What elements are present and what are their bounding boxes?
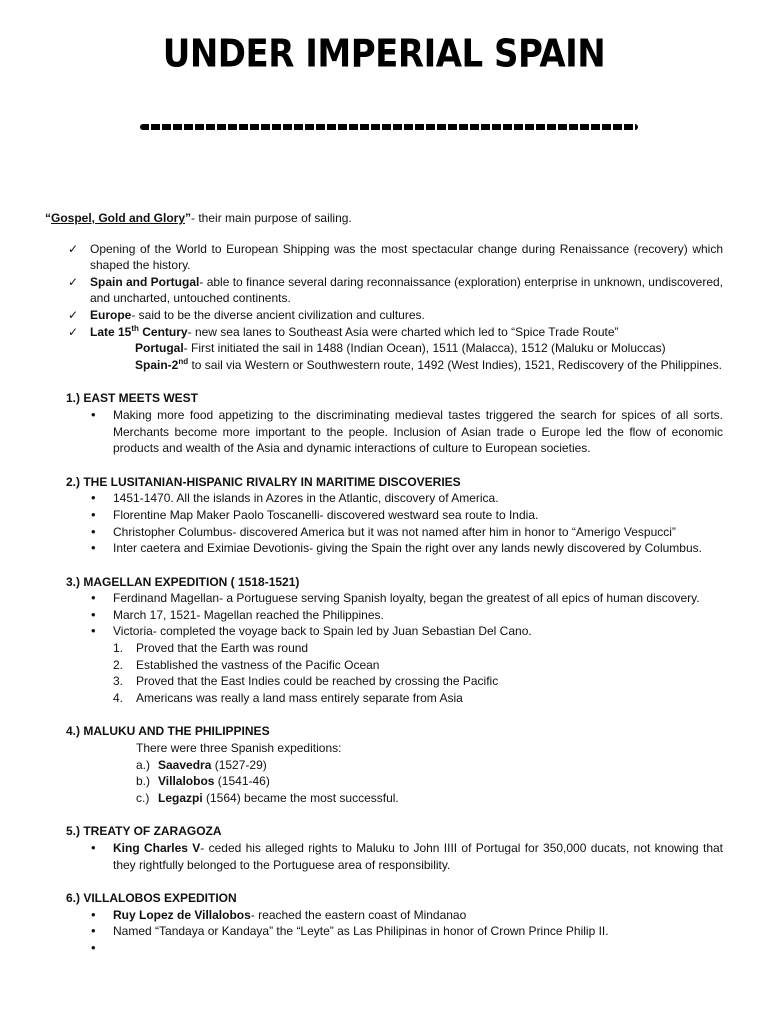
list-item-bold: Ruy Lopez de Villalobos [113,907,251,922]
subitem-bold: Spain-2 [135,357,179,372]
list-item-text: Named “Tandaya or Kandaya” the “Leyte” as Las Philipinas in honor of Crown Prince Philip II. [113,924,609,939]
numbered-list [45,640,723,706]
bullet-icon: • [91,590,96,606]
bullet-icon: • [91,490,96,506]
bullet-icon: • [91,540,96,556]
open-quote: “ [45,211,51,225]
lettered-item-bold: Legazpi [158,790,203,805]
list-item [45,923,723,940]
section-heading: 4.) MALUKU AND THE PHILIPPINES [66,724,270,739]
item-letter: a.) [136,757,151,772]
check-item-text: Opening of the World to European Shipping was the most spectacular change during Renaissance (recovery) which shaped the history. [90,241,723,273]
bullet-icon: • [91,923,96,939]
list-item [45,407,723,457]
numbered-item [45,673,723,690]
numbered-item [45,640,723,657]
list-item-text: Ferdinand Magellan- a Portuguese serving Spanish loyalty, began the greatest of all epics of human discovery. [113,591,700,606]
lettered-item [45,790,723,807]
list-item [45,840,723,873]
check-item-text: - said to be the diverse ancient civilization and cultures. [131,307,425,322]
document-title: UNDER IMPERIAL SPAIN [162,31,606,77]
list-item-text: - reached the eastern coast of Mindanao [250,907,467,922]
section-villalobos-expedition [45,890,723,956]
numbered-item-text: Proved that the East Indies could be reached by crossing the Pacific [136,674,499,689]
list-item [45,607,723,624]
list-item-text: Florentine Map Maker Paolo Toscanelli- discovered westward sea route to India. [113,507,539,522]
lettered-item-text: (1527-29) [211,757,267,772]
list-item-text: 1451-1470. All the islands in Azores in the Atlantic, discovery of America. [113,491,499,506]
intro-lead-phrase: Gospel, Gold and Glory [51,211,186,225]
section-heading: 5.) TREATY OF ZARAGOZA [66,824,222,839]
item-letter: b.) [136,774,151,789]
item-number: 4. [113,690,124,705]
bullet-icon: • [91,939,96,955]
subitem-bold: Portugal [135,341,184,356]
list-item-text: Inter caetera and Eximiae Devotionis- giving the Spain the right over any lands newly discovered by Columbus. [113,541,702,556]
bullet-icon: • [91,606,96,622]
section-lusitanian-rivalry [45,474,723,557]
check-subitem-portugal [90,340,723,357]
numbered-item-text: Established the vastness of the Pacific Ocean [136,657,380,672]
section-treaty-of-zaragoza [45,823,723,873]
list-item-text: Christopher Columbus- discovered America but it was not named after him in honor to “Amerigo Vespucci” [113,524,676,539]
bullet-icon: • [91,906,96,922]
bullet-list [45,840,723,873]
bullet-list [45,490,723,556]
bullet-icon: • [91,523,96,539]
list-item [45,490,723,507]
subitem-text: - First initiated the sail in 1488 (Indian Ocean), 1511 (Malacca), 1512 (Maluku or Moluccas) [183,341,666,356]
intro-rest: - their main purpose of sailing. [191,211,352,225]
lettered-list [45,757,723,807]
check-item-bold: Century [138,324,188,339]
lettered-item [45,757,723,774]
check-subitem-spain [90,357,723,374]
check-item [45,307,723,324]
list-item-bold: King Charles V [113,841,201,855]
checkmark-icon: ✓ [68,241,79,256]
list-item-text: March 17, 1521- Magellan reached the Philippines. [113,607,384,622]
bullet-icon: • [91,406,96,422]
bullet-icon: • [91,840,96,855]
item-number: 3. [113,674,124,689]
checkmark-icon: ✓ [68,307,79,322]
section-maluku-philippines [45,723,723,806]
list-item-text: Victoria- completed the voyage back to Spain led by Juan Sebastian Del Cano. [113,624,532,639]
list-item-text: Making more food appetizing to the discriminating medieval tastes triggered the search for spices of all sorts. Merchants become more important to the people. Inclusion of Asian trade o Europe led the flow of economic products and wealth of the Asia and dynamic interactions of culture to European societies. [113,407,723,456]
section-heading: 1.) EAST MEETS WEST [66,391,199,406]
list-item-text: - ceded his alleged rights to Maluku to John IIII of Portugal for 350,000 ducats, not knowing that they rightfully belonged to the Portuguese area of responsibility. [113,841,724,872]
checkmark-icon: ✓ [68,324,79,339]
section-east-meets-west [45,390,723,456]
numbered-item [45,657,723,674]
lettered-item-bold: Villalobos [158,774,215,789]
lettered-item [45,773,723,790]
item-number: 1. [113,641,124,656]
list-item [45,590,723,607]
checkmark-icon: ✓ [68,274,79,289]
numbered-item-text: Americans was really a land mass entirely separate from Asia [136,690,463,705]
subitem-text: to sail via Western or Southwestern route, 1492 (West Indies), 1521, Rediscovery of the Philippines. [188,357,722,372]
check-item [45,324,723,374]
numbered-item [45,690,723,707]
check-item-bold: Late 15 [90,324,132,339]
check-item [45,274,723,307]
document-body [45,210,723,957]
item-number: 2. [113,657,124,672]
check-item-text: - new sea lanes to Southeast Asia were charted which led to “Spice Trade Route” [187,324,619,339]
list-item [45,507,723,524]
check-item-bold: Europe [90,307,132,322]
bullet-list [45,907,723,957]
lettered-item-bold: Saavedra [158,757,212,772]
bullet-list [45,407,723,457]
bullet-icon: • [91,623,96,639]
list-item [45,940,723,957]
bullet-icon: • [91,506,96,522]
superscript: nd [178,356,189,366]
numbered-item-text: Proved that the Earth was round [136,641,309,656]
title-underline-decoration [140,124,638,130]
bullet-list [45,590,723,640]
check-item-text: - able to finance several daring reconnaissance (exploration) enterprise in unknown, undiscovered, and uncharted, untouched continents. [90,274,724,306]
list-item [45,907,723,924]
section-heading: 2.) THE LUSITANIAN-HISPANIC RIVALRY IN MARITIME DISCOVERIES [66,474,461,489]
lettered-item-text: (1564) became the most successful. [202,790,399,805]
list-item [45,524,723,541]
list-item [45,623,723,640]
section-heading: 6.) VILLALOBOS EXPEDITION [66,891,237,906]
lettered-item-text: (1541-46) [214,774,270,789]
close-quote: ” [185,211,192,225]
item-letter: c.) [136,790,150,805]
check-item-bold: Spain and Portugal [90,274,200,289]
section-intro-text: There were three Spanish expeditions: [136,741,342,756]
intro-paragraph [45,210,723,227]
list-item [45,540,723,557]
superscript: th [131,323,139,333]
checkmark-list [45,241,723,374]
check-item [45,241,723,274]
section-magellan-expedition [45,574,723,707]
section-heading: 3.) MAGELLAN EXPEDITION ( 1518-1521) [66,574,300,589]
